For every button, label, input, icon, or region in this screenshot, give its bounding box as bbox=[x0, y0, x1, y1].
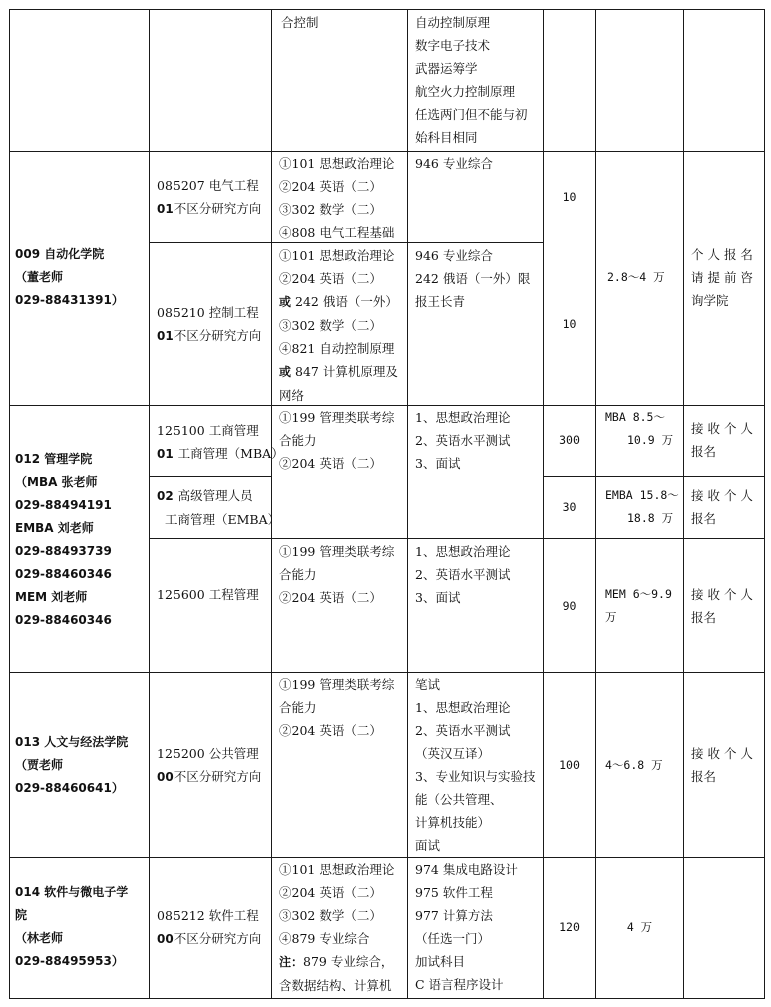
major-125100: 125100 工商管理 01 工商管理（MBA） bbox=[157, 423, 284, 461]
major-085207: 085207 电气工程 01不区分研究方向 bbox=[157, 178, 262, 216]
major-085212: 085212 软件工程 00不区分研究方向 bbox=[157, 908, 262, 946]
rule bbox=[149, 538, 765, 539]
notes-cell: 1、思想政治理论 2、英语水平测试 3、面试 bbox=[415, 410, 511, 471]
major-emba: 02 高级管理人员 工商管理（EMBA） bbox=[157, 488, 281, 527]
rule bbox=[595, 9, 596, 999]
notes-cell: 946 专业综合 242 俄语（一外）限 报王长青 bbox=[415, 248, 531, 309]
tuition-fee: EMBA 15.8～ 18.8 万 bbox=[605, 488, 679, 525]
rule bbox=[9, 9, 765, 10]
rule bbox=[407, 9, 408, 999]
notes-cell: 1、思想政治理论 2、英语水平测试 3、面试 bbox=[415, 544, 511, 605]
remark-cell: 个 人 报 名 请 提 前 咨 询学院 bbox=[691, 247, 753, 308]
admissions-table bbox=[9, 9, 765, 999]
major-cell: 合控制 bbox=[281, 15, 319, 30]
notes-cell: 946 专业综合 bbox=[415, 156, 493, 171]
exam-subjects: ①199 管理类联考综 合能力 ②204 英语（二） bbox=[279, 677, 395, 738]
notes-cell: 自动控制原理 数字电子技术 武器运筹学 航空火力控制原理 任选两门但不能与初 始科目相同 bbox=[415, 15, 528, 145]
major-125600: 125600 工程管理 bbox=[157, 587, 259, 602]
exam-subjects: ①101 思想政治理论 ②204 英语（二） ③302 数学（二） ④879 专业综合 注：879 专业综合， 含数据结构、计算机 bbox=[279, 862, 395, 993]
remark-cell: 接 收 个 人 报名 bbox=[691, 421, 753, 459]
tuition-fee: MBA 8.5～ 10.9 万 bbox=[605, 410, 674, 447]
tuition-fee: 4～6.8 万 bbox=[605, 758, 663, 772]
major-085210: 085210 控制工程 01不区分研究方向 bbox=[157, 305, 262, 343]
quota: 30 bbox=[562, 500, 577, 514]
notes-cell: 974 集成电路设计 975 软件工程 977 计算方法 （任选一门） 加试科目 C 语言程序设计 bbox=[415, 862, 518, 992]
quota: 90 bbox=[562, 599, 577, 613]
remark-cell: 接 收 个 人 报名 bbox=[691, 746, 753, 784]
major-125200: 125200 公共管理 00不区分研究方向 bbox=[157, 746, 262, 784]
exam-subjects: ①199 管理类联考综 合能力 ②204 英语（二） bbox=[279, 544, 395, 605]
rule bbox=[149, 476, 271, 477]
notes-cell: 笔试 1、思想政治理论 2、英语水平测试 （英汉互译） 3、专业知识与实验技 能（公共管理、 计算机技能） 面试 bbox=[415, 677, 536, 853]
rule bbox=[764, 9, 765, 999]
remark-cell: 接 收 个 人 报名 bbox=[691, 587, 753, 625]
exam-subjects: ①101 思想政治理论 ②204 英语（二） ③302 数学（二） ④808 电气工程基础 bbox=[279, 156, 395, 240]
exam-subjects: ①199 管理类联考综 合能力 ②204 英语（二） bbox=[279, 410, 395, 471]
rule bbox=[683, 9, 684, 999]
quota: 10 bbox=[562, 317, 577, 331]
rule bbox=[149, 9, 150, 999]
quota: 300 bbox=[559, 433, 580, 447]
college-014: 014 软件与微电子学 院 （林老师 029-88495953） bbox=[15, 885, 129, 968]
rule bbox=[543, 476, 765, 477]
college-012: 012 管理学院 （MBA 张老师 029-88494191 EMBA 刘老师 029-88493739 029-88460346 MEM 刘老师 029-88460346 bbox=[15, 452, 112, 627]
college-009: 009 自动化学院 （董老师 029-88431391） bbox=[15, 247, 124, 307]
tuition-fee: 2.8～4 万 bbox=[607, 270, 665, 284]
exam-subjects: ①101 思想政治理论 ②204 英语（二） 或 242 俄语（一外） ③302 数学（二） ④821 自动控制原理 或 847 计算机原理及 网络 bbox=[279, 248, 398, 403]
remark-cell: 接 收 个 人 报名 bbox=[691, 488, 753, 526]
rule bbox=[9, 998, 765, 999]
college-013: 013 人文与经法学院 （贾老师 029-88460641） bbox=[15, 735, 129, 795]
tuition-fee: 4 万 bbox=[626, 920, 653, 934]
tuition-fee: MEM 6～9.9 万 bbox=[605, 587, 672, 624]
quota: 100 bbox=[559, 758, 580, 772]
quota: 120 bbox=[559, 920, 580, 934]
quota: 10 bbox=[562, 190, 577, 204]
rule bbox=[9, 9, 10, 999]
